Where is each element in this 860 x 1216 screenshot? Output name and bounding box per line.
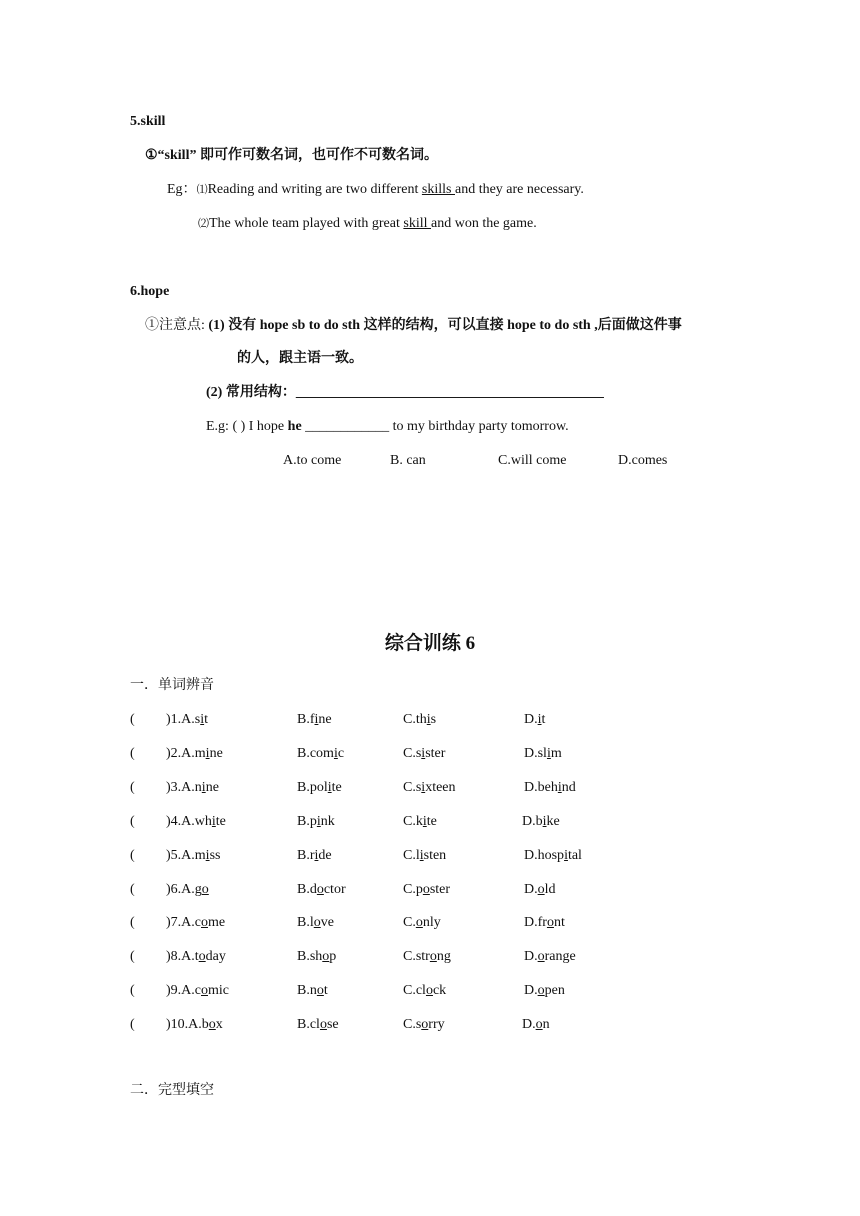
question-option: )9.A.comic [166, 983, 229, 998]
underlined-letter: o [535, 1017, 543, 1032]
skill-point: ①“skill” 即可作可数名词，也可作不可数名词。 [145, 148, 438, 163]
underlined-letter: o [319, 1017, 327, 1032]
underlined-letter: i [333, 746, 338, 761]
underlined-letter: i [422, 814, 427, 829]
question-option: )2.A.mine [166, 746, 223, 761]
answer-paren: ( [130, 814, 135, 829]
answer-paren: ( [130, 780, 135, 795]
question-option: C.sister [403, 746, 446, 761]
question-number: )8. [166, 949, 182, 964]
example-keyword: he [287, 419, 302, 434]
question-option: B.polite [297, 780, 342, 795]
question-number: )2. [166, 746, 182, 761]
answer-paren: ( [130, 915, 135, 930]
question-option: B.shop [297, 949, 337, 964]
example-keyword: skills [421, 182, 455, 197]
underlined-letter: i [537, 712, 542, 727]
example-text: The whole team played with great [209, 216, 404, 231]
answer-paren: ( [130, 746, 135, 761]
question-option: C.strong [403, 949, 451, 964]
question-option: C.clock [403, 983, 447, 998]
underlined-letter: o [201, 882, 209, 897]
hope-example [206, 417, 569, 437]
hope-option-a: A.to come [283, 453, 342, 468]
underlined-letter: o [537, 882, 545, 897]
question-option: B.close [297, 1017, 339, 1032]
question-option: D.behind [524, 780, 576, 795]
underlined-letter: i [557, 780, 562, 795]
underlined-letter: o [415, 915, 423, 930]
underlined-letter: i [205, 746, 210, 761]
note-label: (2) 常用结构： [206, 385, 296, 400]
underlined-letter: i [421, 780, 426, 795]
question-option: D.orange [524, 949, 576, 964]
hope-option-d: D.comes [618, 453, 668, 468]
underlined-letter: i [419, 848, 424, 863]
underlined-letter: i [314, 712, 319, 727]
underlined-letter: o [201, 983, 208, 998]
underlined-letter: i [205, 848, 210, 863]
hope-option-c: C.will come [498, 453, 567, 468]
question-option: B.doctor [297, 882, 346, 897]
question-option: B.fine [297, 712, 332, 727]
question-option: C.sixteen [403, 780, 456, 795]
question-option: D.open [524, 983, 565, 998]
question-option: D.it [524, 712, 546, 727]
question-option: )7.A.come [166, 915, 226, 930]
underlined-letter: i [542, 814, 547, 829]
question-option: D.on [522, 1017, 550, 1032]
question-option: )10.A.box [166, 1017, 223, 1032]
question-option: )8.A.today [166, 949, 226, 964]
skill-example-2 [198, 214, 537, 234]
example-text: and they are necessary. [454, 182, 584, 197]
example-text: ____________ to my birthday party tomorrow. [301, 419, 569, 434]
hope-heading: 6.hope [130, 284, 170, 299]
part-one-title: 一．单词辨音 [130, 678, 214, 693]
question-number: )6. [166, 882, 182, 897]
question-option: B.pink [297, 814, 335, 829]
underlined-letter: o [537, 949, 545, 964]
question-option: B.not [297, 983, 328, 998]
question-option: C.this [403, 712, 437, 727]
question-number: )7. [166, 915, 182, 930]
underlined-letter: o [201, 915, 208, 930]
example-keyword: skill [403, 216, 431, 231]
question-option: D.old [524, 882, 556, 897]
answer-blank: ____________________________________________ [295, 385, 604, 400]
question-option: D.hospital [524, 848, 582, 863]
underlined-letter: i [426, 712, 431, 727]
question-number: )3. [166, 780, 182, 795]
example-number: ⑵ [198, 218, 209, 230]
underlined-letter: o [537, 983, 545, 998]
note-label: ①注意点: [145, 318, 205, 333]
hope-note-1-continued: 的人，跟主语一致。 [237, 351, 363, 366]
question-option: C.poster [403, 882, 451, 897]
hope-note-1 [145, 316, 682, 336]
part-two-title: 二．完型填空 [130, 1083, 214, 1098]
underlined-letter: o [198, 949, 206, 964]
underlined-letter: i [200, 712, 205, 727]
underlined-letter: i [546, 746, 551, 761]
hope-note-2 [206, 383, 604, 403]
question-option: D.slim [524, 746, 562, 761]
question-option: D.front [524, 915, 565, 930]
answer-paren: ( [130, 983, 135, 998]
note-text: (1) 没有 hope sb to do sth 这样的结构，可以直接 hope to do sth ,后面做这件事 [208, 318, 682, 333]
skill-example-1 [167, 180, 584, 200]
underlined-letter: o [316, 983, 324, 998]
question-option: )1.A.sit [166, 712, 209, 727]
question-number: )9. [166, 983, 182, 998]
underlined-letter: i [316, 814, 321, 829]
underlined-letter: i [201, 780, 206, 795]
section-title: 综合训练 6 [384, 633, 476, 654]
underlined-letter: o [322, 949, 330, 964]
question-option: )4.A.white [166, 814, 226, 829]
underlined-letter: i [421, 746, 426, 761]
question-option: )5.A.miss [166, 848, 221, 863]
answer-paren: ( [130, 882, 135, 897]
question-option: )3.A.nine [166, 780, 219, 795]
answer-paren: ( [130, 848, 135, 863]
hope-option-b: B. can [390, 453, 426, 468]
question-option: C.listen [403, 848, 447, 863]
underlined-letter: i [564, 848, 568, 863]
example-text: and won the game. [431, 216, 537, 231]
underlined-letter: o [316, 882, 324, 897]
underlined-letter: o [546, 915, 554, 930]
question-number: )4. [166, 814, 182, 829]
question-option: )6.A.go [166, 882, 209, 897]
question-option: C.only [403, 915, 441, 930]
question-number: )5. [166, 848, 182, 863]
example-number: ⑴ [196, 184, 208, 196]
question-option: B.ride [297, 848, 332, 863]
answer-paren: ( [130, 712, 135, 727]
question-option: B.love [297, 915, 334, 930]
underlined-letter: o [422, 882, 430, 897]
example-text: E.g: ( ) I hope [206, 419, 288, 434]
skill-heading: 5.skill [130, 114, 166, 129]
question-option: C.sorry [403, 1017, 445, 1032]
question-number: )1. [166, 712, 182, 727]
underlined-letter: i [211, 814, 216, 829]
example-text: Reading and writing are two different [207, 182, 422, 197]
eg-label: Eg： [167, 182, 197, 197]
answer-paren: ( [130, 949, 135, 964]
question-option: D.bike [522, 814, 560, 829]
underlined-letter: o [313, 915, 321, 930]
underlined-letter: i [327, 780, 332, 795]
question-number: )10. [166, 1017, 189, 1032]
underlined-letter: o [425, 983, 433, 998]
answer-paren: ( [130, 1017, 135, 1032]
underlined-letter: o [429, 949, 437, 964]
question-option: B.comic [297, 746, 345, 761]
underlined-letter: i [314, 848, 319, 863]
underlined-letter: o [208, 1017, 216, 1032]
underlined-letter: o [421, 1017, 429, 1032]
question-option: C.kite [403, 814, 437, 829]
